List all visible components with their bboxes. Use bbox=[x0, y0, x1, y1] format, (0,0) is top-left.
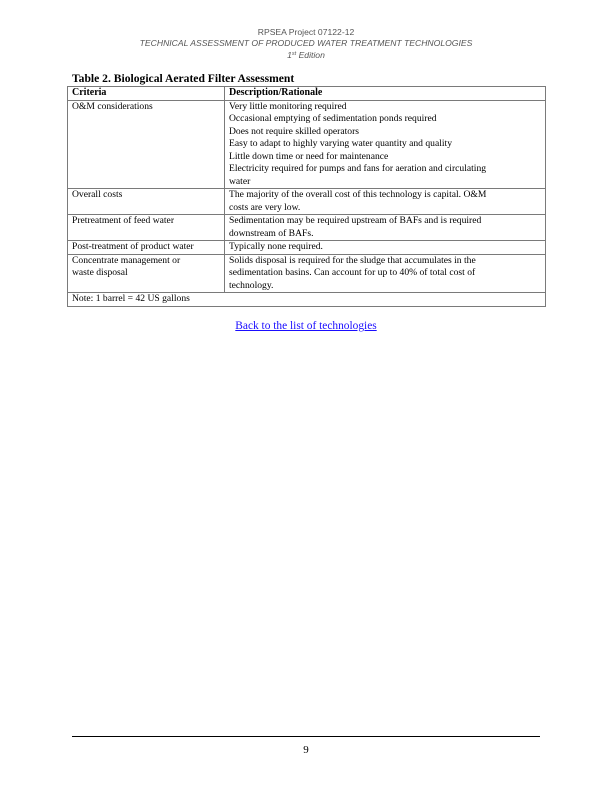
table-title: Table 2. Biological Aerated Filter Assessment bbox=[72, 72, 295, 85]
header-project: RPSEA Project 07122-12 bbox=[257, 27, 355, 37]
criteria-line: Post-treatment of product water bbox=[72, 241, 194, 252]
description-line: costs are very low. bbox=[229, 201, 301, 213]
table-note-row bbox=[68, 293, 546, 307]
description-line: Does not require skilled operators bbox=[229, 125, 360, 137]
description-cell bbox=[225, 254, 546, 293]
column-header-description: Description/Rationale bbox=[225, 87, 546, 101]
criteria-line: O&M considerations bbox=[72, 100, 153, 112]
back-to-technologies-link[interactable]: Back to the list of technologies bbox=[235, 320, 377, 332]
description-line: water bbox=[229, 175, 251, 187]
page-header bbox=[0, 27, 612, 61]
table-row bbox=[68, 254, 546, 293]
description-line: Occasional emptying of sedimentation ponds required bbox=[229, 113, 437, 124]
description-cell bbox=[225, 215, 546, 241]
description-line: Typically none required. bbox=[229, 241, 323, 252]
description-line: The majority of the overall cost of this technology is capital. O&M bbox=[229, 189, 487, 200]
criteria-cell bbox=[68, 100, 225, 189]
description-cell bbox=[225, 241, 546, 255]
description-line: Solids disposal is required for the sludge that accumulates in the bbox=[229, 254, 476, 266]
table-header-row bbox=[68, 87, 546, 101]
table-note: Note: 1 barrel = 42 US gallons bbox=[68, 293, 546, 307]
table-row bbox=[68, 100, 546, 189]
description-line: Very little monitoring required bbox=[229, 100, 347, 112]
description-line: Easy to adapt to highly varying water quantity and quality bbox=[229, 138, 453, 149]
description-line: downstream of BAFs. bbox=[229, 227, 314, 239]
criteria-line: Pretreatment of feed water bbox=[72, 215, 175, 226]
column-header-criteria: Criteria bbox=[68, 87, 225, 101]
table-row bbox=[68, 241, 546, 255]
criteria-cell bbox=[68, 241, 225, 255]
footer-divider bbox=[72, 736, 540, 737]
assessment-table bbox=[67, 86, 546, 307]
criteria-cell bbox=[68, 254, 225, 293]
description-line: Electricity required for pumps and fans for aeration and circulating bbox=[229, 163, 487, 174]
description-cell bbox=[225, 100, 546, 189]
edition-number: 1 bbox=[287, 50, 292, 60]
criteria-line: waste disposal bbox=[72, 267, 128, 278]
header-edition bbox=[0, 49, 612, 61]
description-line: Sedimentation may be required upstream of BAFs and is required bbox=[229, 215, 482, 226]
header-title: TECHNICAL ASSESSMENT OF PRODUCED WATER TREATMENT TECHNOLOGIES bbox=[139, 38, 473, 48]
description-line: technology. bbox=[229, 279, 274, 291]
description-line: sedimentation basins. Can account for up to 40% of total cost of bbox=[229, 267, 476, 278]
edition-suffix: st bbox=[291, 51, 297, 57]
criteria-cell bbox=[68, 215, 225, 241]
criteria-line: Overall costs bbox=[72, 189, 123, 200]
description-cell bbox=[225, 189, 546, 215]
description-line: Little down time or need for maintenance bbox=[229, 150, 389, 162]
criteria-cell bbox=[68, 189, 225, 215]
edition-word: Edition bbox=[296, 50, 325, 60]
criteria-line: Concentrate management or bbox=[72, 254, 181, 266]
page-number: 9 bbox=[303, 744, 309, 756]
table-row bbox=[68, 215, 546, 241]
table-row bbox=[68, 189, 546, 215]
